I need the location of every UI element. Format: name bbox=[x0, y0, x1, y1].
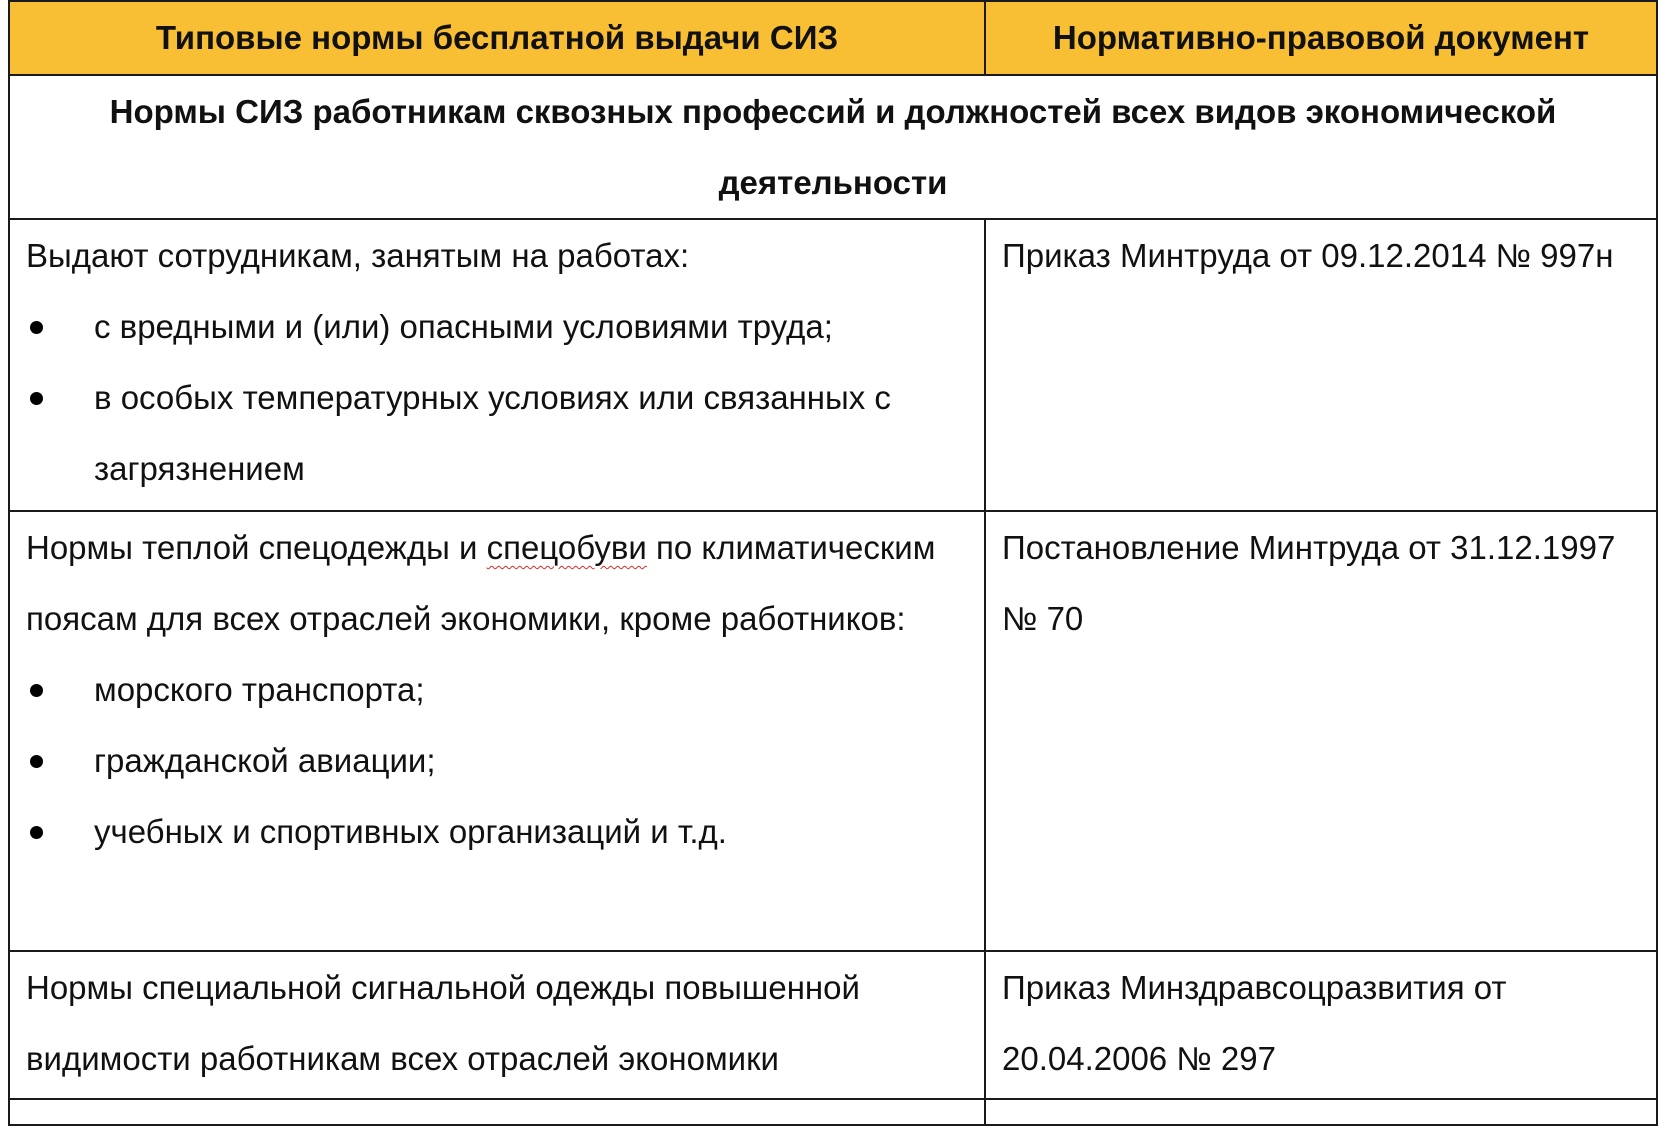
header-col-norms: Типовые нормы бесплатной выдачи СИЗ bbox=[9, 1, 985, 75]
document-reference: Приказ Минздравсоцразвития от 20.04.2006 № 297 bbox=[1002, 969, 1507, 1077]
bullet-list bbox=[10, 291, 984, 504]
bullet-item: с вредными и (или) опасными условиями труда; bbox=[10, 291, 984, 362]
table-row bbox=[9, 951, 1657, 1099]
section-row bbox=[9, 75, 1657, 219]
norm-cell bbox=[9, 951, 985, 1099]
document-cell bbox=[985, 951, 1657, 1099]
norm-intro-text: по климатическим поясам для всех отраслей экономики, кроме работников: bbox=[26, 529, 936, 637]
section-title: Нормы СИЗ работникам сквозных профессий и должностей всех видов экономической деятельности bbox=[9, 75, 1657, 219]
norm-intro bbox=[10, 512, 984, 654]
document-reference: Постановление Минтруда от 31.12.1997 № 70 bbox=[1002, 529, 1616, 637]
header-col-document: Нормативно-правовой документ bbox=[985, 1, 1657, 75]
norm-cell bbox=[9, 511, 985, 951]
table-row bbox=[9, 219, 1657, 511]
table-row bbox=[9, 511, 1657, 951]
document-cell bbox=[985, 511, 1657, 951]
bullet-item: морского транспорта; bbox=[10, 654, 984, 725]
empty-cell bbox=[985, 1099, 1657, 1125]
bullet-item: в особых температурных условиях или связанных с загрязнением bbox=[10, 362, 984, 504]
empty-cell bbox=[9, 1099, 985, 1125]
spellcheck-word: спецобуви bbox=[486, 529, 647, 566]
norm-intro: Выдают сотрудникам, занятым на работах: bbox=[26, 237, 690, 274]
norms-table bbox=[8, 0, 1658, 1126]
document-cell bbox=[985, 219, 1657, 511]
norm-cell bbox=[9, 219, 985, 511]
norm-intro-text: Нормы теплой спецодежды и bbox=[26, 529, 487, 566]
bullet-item: гражданской авиации; bbox=[10, 725, 984, 796]
header-row bbox=[9, 1, 1657, 75]
table-row-cut bbox=[9, 1099, 1657, 1125]
bullet-item: учебных и спортивных организаций и т.д. bbox=[10, 796, 984, 867]
bullet-list bbox=[10, 654, 984, 867]
norm-intro: Нормы специальной сигнальной одежды повышенной видимости работникам всех отраслей экономики bbox=[26, 969, 860, 1077]
document-reference: Приказ Минтруда от 09.12.2014 № 997н bbox=[1002, 237, 1614, 274]
